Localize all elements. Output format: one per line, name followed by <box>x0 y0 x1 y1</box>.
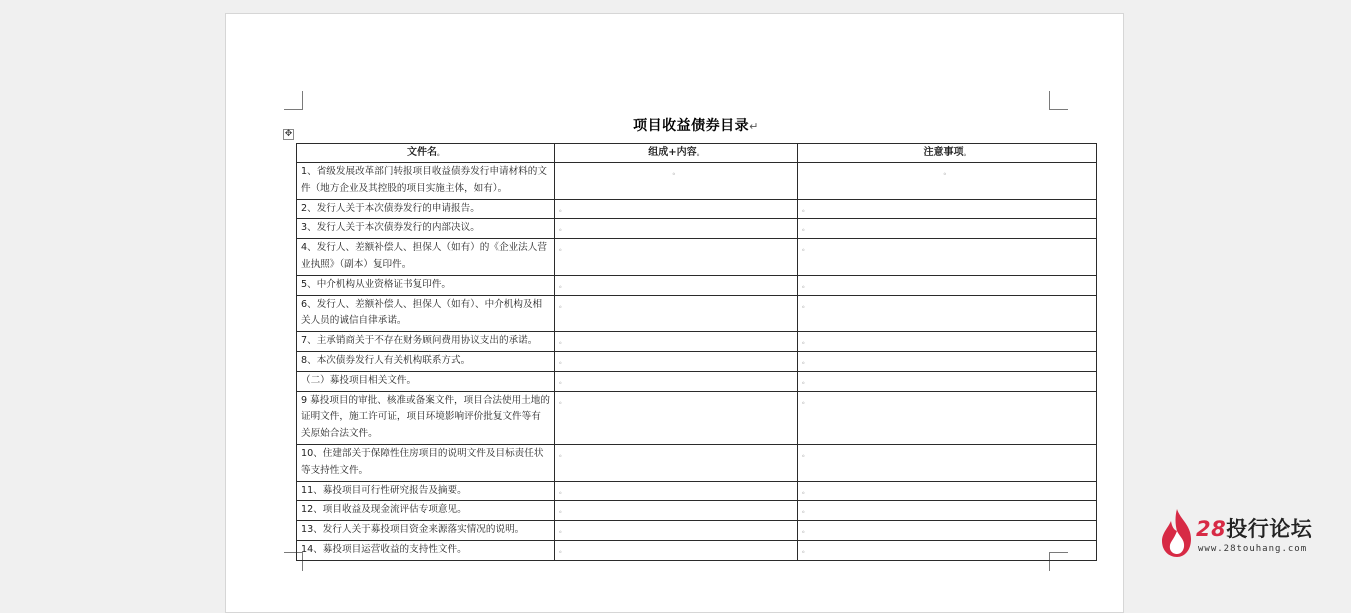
notes-cell[interactable] <box>798 163 1097 200</box>
document-title-text: 项目收益债券目录 <box>633 118 750 134</box>
cell-mark: 。 <box>559 396 566 405</box>
filename-text: 8、本次债券发行人有关机构联系方式。 <box>301 354 471 366</box>
table-row <box>297 332 1097 352</box>
filename-cell[interactable] <box>297 351 555 371</box>
notes-cell[interactable] <box>798 219 1097 239</box>
cell-mark: 。 <box>802 356 809 365</box>
cell-mark: 。 <box>802 244 809 253</box>
logo-url: www.28touhang.com <box>1198 544 1308 554</box>
filename-text: 13、发行人关于募投项目资金来源落实情况的说明。 <box>301 524 525 536</box>
cell-mark: 。 <box>559 244 566 253</box>
content-cell[interactable] <box>555 501 798 521</box>
notes-cell[interactable] <box>798 332 1097 352</box>
filename-cell[interactable] <box>297 239 555 276</box>
cell-mark: 。 <box>802 449 809 458</box>
table-row <box>297 295 1097 332</box>
cell-mark: 。 <box>696 149 704 157</box>
crop-mark-top-right <box>1049 91 1068 110</box>
filename-text: 11、募投项目可行性研究报告及摘要。 <box>301 484 467 496</box>
header-cell-content[interactable] <box>555 144 798 163</box>
notes-cell[interactable] <box>798 501 1097 521</box>
content-cell[interactable] <box>555 540 798 560</box>
table-row <box>297 199 1097 219</box>
filename-cell[interactable] <box>297 391 555 444</box>
cell-mark: 。 <box>802 526 809 535</box>
header-cell-notes[interactable] <box>798 144 1097 163</box>
document-title <box>296 115 1096 135</box>
content-cell[interactable] <box>555 295 798 332</box>
notes-cell[interactable] <box>798 540 1097 560</box>
cell-mark: 。 <box>559 545 566 554</box>
cell-mark: 。 <box>559 376 566 385</box>
filename-text: 4、发行人、差额补偿人、担保人（如有）的《企业法人营业执照》（副本）复印件。 <box>301 242 547 270</box>
flame-icon <box>1160 507 1194 559</box>
table-row <box>297 501 1097 521</box>
table-row <box>297 444 1097 481</box>
filename-text: 5、中介机构从业资格证书复印件。 <box>301 278 452 290</box>
filename-text: 9 募投项目的审批、核准或备案文件，项目合法使用土地的证明文件，施工许可证，项目环境影响评价批复文件等有关原始合法文件。 <box>301 394 550 440</box>
table-row <box>297 219 1097 239</box>
cell-mark: 。 <box>802 300 809 309</box>
table-row <box>297 275 1097 295</box>
content-cell[interactable] <box>555 391 798 444</box>
cell-mark: 。 <box>802 545 809 554</box>
filename-cell[interactable] <box>297 332 555 352</box>
filename-cell[interactable] <box>297 295 555 332</box>
content-cell[interactable] <box>555 351 798 371</box>
cell-mark: 。 <box>802 486 809 495</box>
filename-cell[interactable] <box>297 540 555 560</box>
cell-mark: 。 <box>559 300 566 309</box>
table-row <box>297 540 1097 560</box>
cell-mark: 。 <box>943 168 951 176</box>
forum-logo <box>1160 507 1340 561</box>
table-row <box>297 521 1097 541</box>
content-cell[interactable] <box>555 444 798 481</box>
content-cell[interactable] <box>555 521 798 541</box>
filename-cell[interactable] <box>297 371 555 391</box>
filename-text: 12、项目收益及现金流评估专项意见。 <box>301 504 467 516</box>
cell-mark: 。 <box>672 168 680 176</box>
filename-cell[interactable] <box>297 444 555 481</box>
cell-mark: 。 <box>437 149 444 157</box>
notes-cell[interactable] <box>798 521 1097 541</box>
table-row <box>297 391 1097 444</box>
header-text: 文件名 <box>407 147 437 158</box>
filename-cell[interactable] <box>297 481 555 501</box>
table-row <box>297 239 1097 276</box>
cell-mark: 。 <box>559 526 566 535</box>
filename-text: 6、发行人、差额补偿人、担保人（如有）、中介机构及相关人员的诚信自律承诺。 <box>301 298 543 327</box>
content-cell[interactable] <box>555 275 798 295</box>
logo-name: 投行论坛 <box>1226 517 1313 541</box>
content-cell[interactable] <box>555 219 798 239</box>
logo-number: 28 <box>1196 517 1227 541</box>
cell-mark: 。 <box>559 224 566 233</box>
notes-cell[interactable] <box>798 481 1097 501</box>
cell-mark: 。 <box>802 396 809 405</box>
document-table[interactable] <box>296 143 1097 561</box>
content-cell[interactable] <box>555 163 798 200</box>
header-text: 注意事项 <box>923 147 964 158</box>
notes-cell[interactable] <box>798 239 1097 276</box>
cell-mark: 。 <box>802 337 809 346</box>
filename-text: 7、主承销商关于不存在财务顾问费用协议支出的承诺。 <box>301 335 538 347</box>
notes-cell[interactable] <box>798 295 1097 332</box>
table-move-handle-icon[interactable]: ✥ <box>284 129 293 139</box>
cell-mark: 。 <box>802 376 809 385</box>
cell-mark: 。 <box>802 506 809 515</box>
notes-cell[interactable] <box>798 391 1097 444</box>
header-text: 组成+内容 <box>648 147 697 158</box>
filename-cell[interactable] <box>297 199 555 219</box>
table-row <box>297 371 1097 391</box>
filename-text: 14、募投项目运营收益的支持性文件。 <box>301 543 467 555</box>
document-page <box>225 13 1124 613</box>
notes-cell[interactable] <box>798 275 1097 295</box>
table-row <box>297 481 1097 501</box>
cell-mark: 。 <box>559 204 566 213</box>
notes-cell[interactable] <box>798 351 1097 371</box>
notes-cell[interactable] <box>798 371 1097 391</box>
filename-cell[interactable] <box>297 521 555 541</box>
cell-mark: 。 <box>559 506 566 515</box>
cell-mark: 。 <box>559 356 566 365</box>
filename-text: 3、发行人关于本次债券发行的内部决议。 <box>301 222 480 234</box>
content-cell[interactable] <box>555 371 798 391</box>
cell-mark: 。 <box>963 149 971 157</box>
logo-wordmark <box>1196 513 1312 543</box>
cell-mark: 。 <box>802 224 809 233</box>
cell-mark: 。 <box>802 204 809 213</box>
cell-mark: 。 <box>802 280 809 289</box>
filename-text: （二）募投项目相关文件。 <box>301 374 417 386</box>
filename-text: 1、省级发展改革部门转报项目收益债券发行申请材料的文件（地方企业及其控股的项目实施主体，如有）。 <box>301 166 547 194</box>
cell-mark: 。 <box>559 337 566 346</box>
filename-cell[interactable] <box>297 501 555 521</box>
content-cell[interactable] <box>555 239 798 276</box>
filename-text: 2、发行人关于本次债券发行的申请报告。 <box>301 202 480 214</box>
filename-cell[interactable] <box>297 275 555 295</box>
table-header-row <box>297 144 1097 163</box>
filename-cell[interactable] <box>297 219 555 239</box>
filename-cell[interactable] <box>297 163 555 200</box>
content-cell[interactable] <box>555 481 798 501</box>
cell-mark: 。 <box>559 486 566 495</box>
crop-mark-top-left <box>284 91 303 110</box>
cell-mark: 。 <box>559 449 566 458</box>
content-cell[interactable] <box>555 332 798 352</box>
filename-text: 10、住建部关于保障性住房项目的说明文件及目标责任状等支持性文件。 <box>301 447 544 476</box>
paragraph-mark: ↵ <box>749 120 759 133</box>
cell-mark: 。 <box>559 280 566 289</box>
notes-cell[interactable] <box>798 444 1097 481</box>
table-row <box>297 351 1097 371</box>
content-cell[interactable] <box>555 199 798 219</box>
header-cell-filename[interactable] <box>297 144 555 163</box>
notes-cell[interactable] <box>798 199 1097 219</box>
table-row <box>297 163 1097 200</box>
